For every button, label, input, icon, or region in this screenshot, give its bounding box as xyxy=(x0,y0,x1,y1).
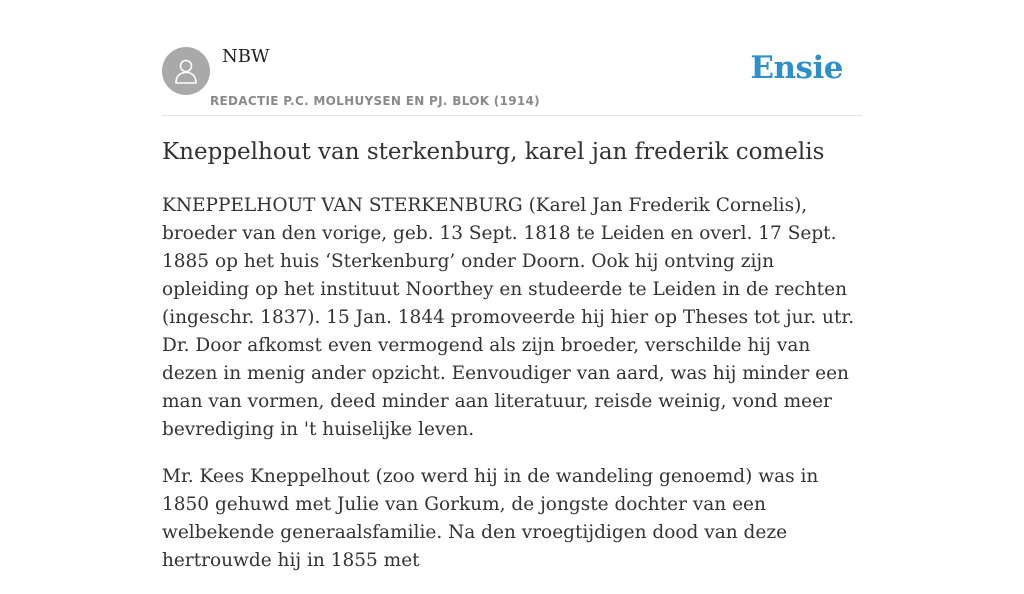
author-name[interactable]: NBW xyxy=(222,46,270,67)
article-card xyxy=(162,0,862,571)
paragraph: KNEPPELHOUT VAN STERKENBURG (Karel Jan Frederik Cornelis), broeder van den vorige, geb. 13 Sept. 1818 te Leiden en overl. 17 Sept. 1885 op het huis ‘Sterkenburg’ onder Doorn. Ook hij ontving zijn opleiding op het instituut Noorthey en studeerde te Leiden in de rechten (ingeschr. 1837). 15 Jan. 1844 promoveerde hij hier op Theses tot jur. utr. Dr. Door afkomst even vermogend als zijn broeder, verschilde hij van dezen in menig ander opzicht. Eenvoudiger van aard, was hij minder een man van vormen, deed minder aan literatuur, reisde weinig, vond meer bevrediging in 't huiselijke leven. xyxy=(162,195,855,440)
paragraph: Mr. Kees Kneppelhout (zoo werd hij in de wandeling genoemd) was in 1850 gehuwd met Julie van Gorkum, de jongste dochter van een welbekende generaalsfamilie. Na den vroegtijdigen dood van deze hertrouwde hij in 1855 met xyxy=(162,466,819,571)
article-title: Kneppelhout van sterkenburg, karel jan frederik comelis xyxy=(162,139,825,165)
avatar[interactable] xyxy=(162,47,210,95)
article-header xyxy=(162,0,862,116)
ensie-logo[interactable]: Ensie xyxy=(750,50,843,86)
user-icon xyxy=(173,57,199,85)
source-credit: REDACTIE P.C. MOLHUYSEN EN PJ. BLOK (1914) xyxy=(210,94,540,108)
article-body xyxy=(162,192,862,594)
